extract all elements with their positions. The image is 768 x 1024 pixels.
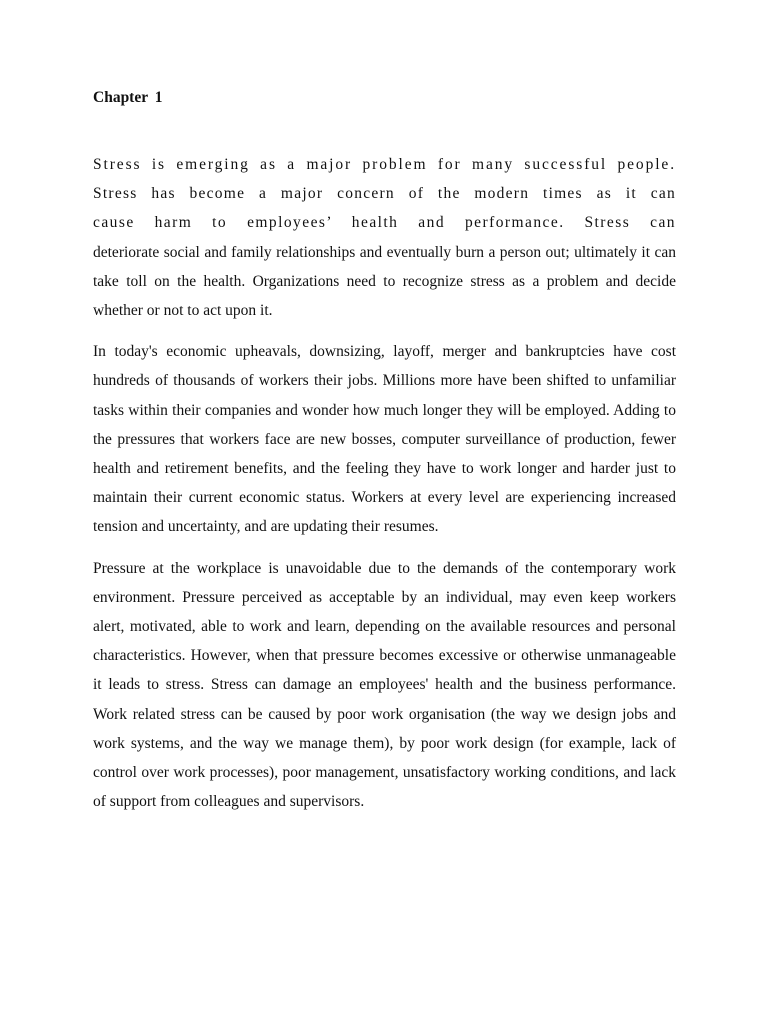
paragraph-1-line-1: Stress is emerging as a major problem for many successful people. <box>93 156 676 173</box>
paragraph-1-line-3: cause harm to employees’ health and performance. Stress can <box>93 214 676 232</box>
paragraph-2: In today's economic upheavals, downsizing, layoff, merger and bankruptcies have cost hundreds of thousands of workers their jobs. Millions more have been shifted to unfamiliar tasks within their companies and wonder how much longer they will be employed. Adding to the pressures that workers face are new bosses, computer surveillance of production, fewer health and retirement benefits, and the feeling they have to work longer and harder just to maintain their current economic status. Workers at every level are experiencing increased tension and uncertainty, and are updating their resumes. <box>93 343 676 536</box>
chapter-heading: Chapter 1 <box>93 89 163 106</box>
document-page <box>93 86 676 828</box>
paragraph-3: Pressure at the workplace is unavoidable due to the demands of the contemporary work environment. Pressure perceived as acceptable by an individual, may even keep workers alert, motivated, able to work and learn, depending on the available resources and personal characteristics. However, when that pressure becomes excessive or otherwise unmanageable it leads to stress. Stress can damage an employees' health and the business performance. Work related stress can be caused by poor work organisation (the way we design jobs and work systems, and the way we manage them), by poor work design (for example, lack of control over work processes), poor management, unsatisfactory working conditions, and lack of support from colleagues and supervisors. <box>93 559 676 811</box>
paragraph-1-line-2: Stress has become a major concern of the modern times as it can <box>93 185 676 203</box>
paragraph-1-rest: deteriorate social and family relationships and eventually burn a person out; ultimately it can take toll on the health. Organizations need to recognize stress as a problem and decide whether or not to act upon it. <box>93 243 676 320</box>
paragraph-1 <box>93 150 676 325</box>
